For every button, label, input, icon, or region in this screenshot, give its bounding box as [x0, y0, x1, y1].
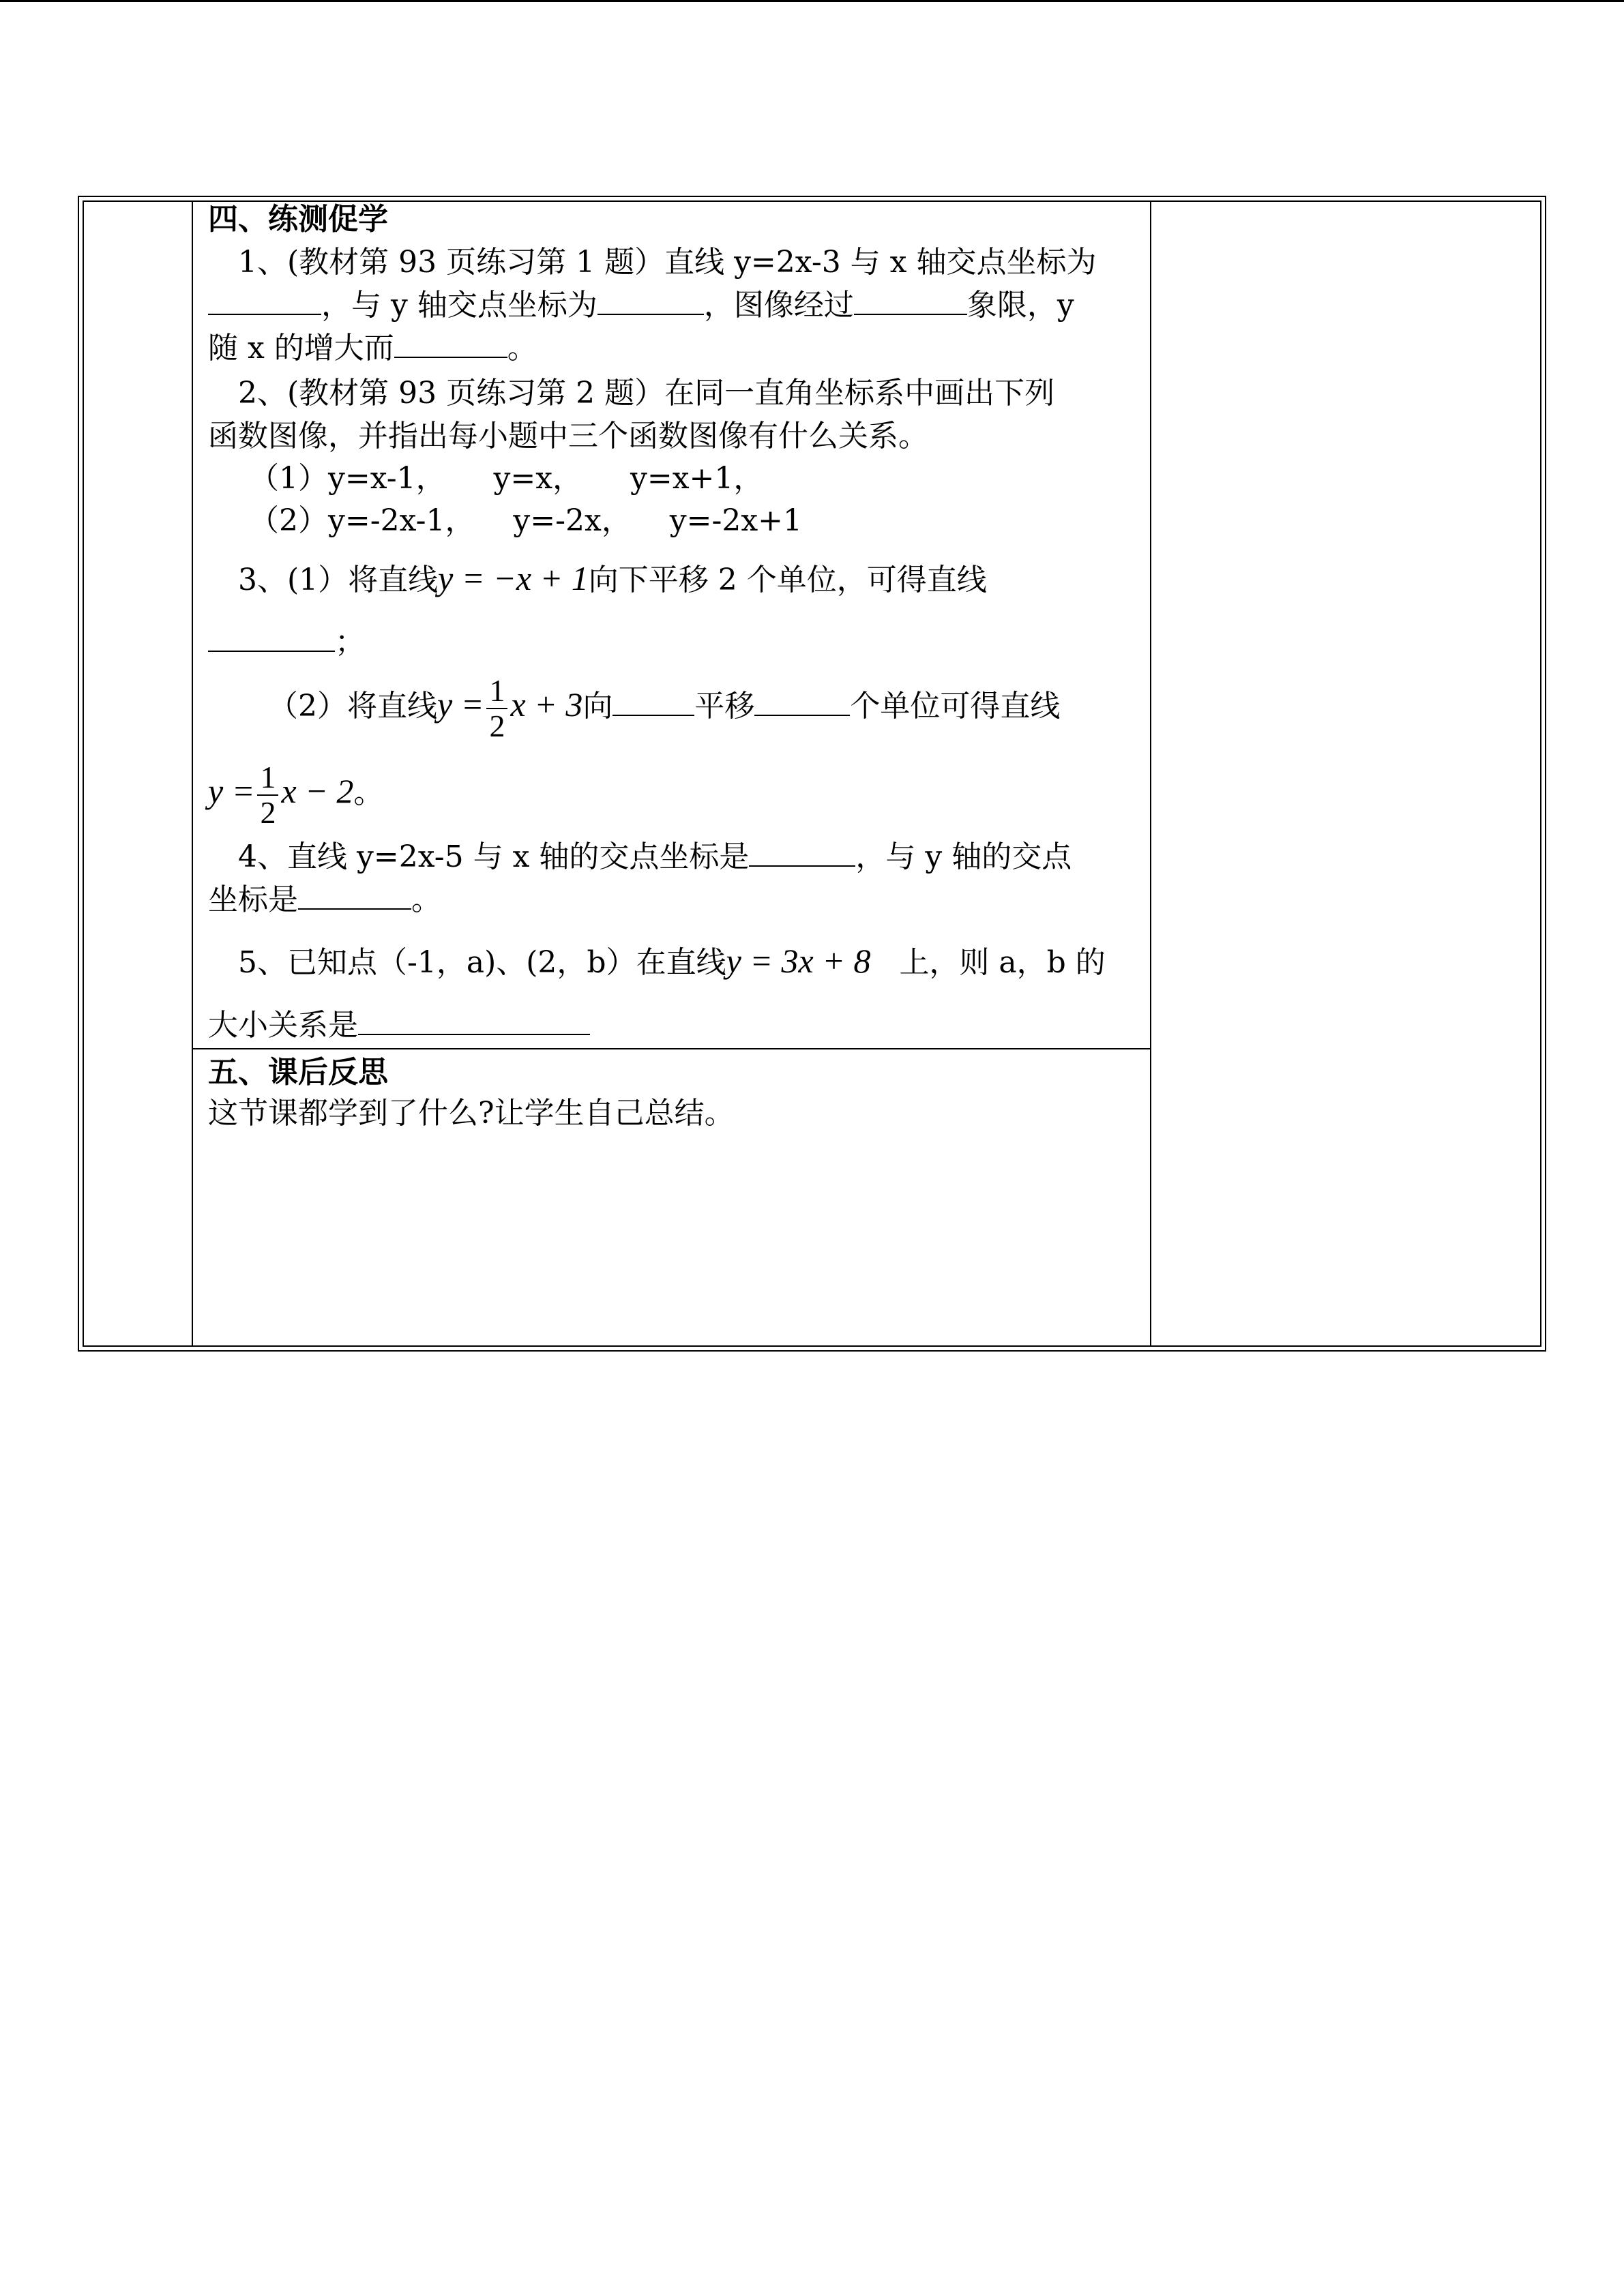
- blank: [754, 690, 850, 716]
- q2-line1: 2、(教材第 93 页练习第 2 题）在同一直角坐标系中画出下列: [238, 376, 1055, 411]
- q3-part2-target: y = $\frac{1}{2}$ x − 2。: [208, 759, 384, 830]
- q3-part1-answer: ；: [208, 621, 365, 664]
- blank: [208, 289, 321, 315]
- blank: [612, 690, 694, 716]
- section5-heading: 五、课后反思: [208, 1055, 388, 1090]
- q2-sub1: （1）y=x-1， y=x， y=x+1，: [249, 461, 764, 496]
- q2-line2: 函数图像，并指出每小题中三个函数图像有什么关系。: [208, 419, 928, 453]
- section-reflection: [208, 1051, 1142, 1337]
- section4-heading: 四、练测促学: [208, 202, 388, 237]
- blank: [749, 841, 855, 867]
- q5-line1: 5、已知点（-1，a)、(2，b）在直线y = 3x + 8 上，则 a，b 的: [238, 942, 1106, 980]
- q1-line1: 1、(教材第 93 页练习第 1 题）直线 y=2x-3 与 x 轴交点坐标为: [238, 245, 1097, 280]
- right-column-divider: [1150, 200, 1151, 1347]
- blank: [298, 884, 411, 910]
- left-column-divider: [192, 200, 193, 1347]
- blank: [854, 289, 967, 315]
- q1-line3: 随 x 的增大而 。: [208, 331, 537, 366]
- fraction: $\frac{1}{2}$: [257, 760, 278, 830]
- q3-part2: （2）将直线y = $\frac{1}{2}$ x + 3向 平移 个单位可得直线: [268, 672, 1061, 743]
- q5-line2: 大小关系是: [208, 1004, 590, 1047]
- section-practice: [208, 198, 1142, 1043]
- row-divider: [192, 1048, 1151, 1049]
- q4-line1: 4、直线 y=2x-5 与 x 轴的交点坐标是 ，与 y 轴的交点: [238, 839, 1072, 874]
- top-rule: [0, 0, 1624, 2]
- equation: y = −x + 1: [438, 559, 589, 597]
- blank: [208, 626, 335, 652]
- q4-line2: 坐标是 。: [208, 882, 441, 917]
- section5-body: 这节课都学到了什么?让学生自己总结。: [208, 1096, 735, 1131]
- q1-line2: ，与 y 轴交点坐标为 ，图像经过 象限，y: [208, 284, 1074, 327]
- blank: [394, 332, 507, 358]
- equation: y = 3x + 8: [726, 942, 871, 980]
- q2-sub2: （2）y=-2x-1， y=-2x， y=-2x+1: [249, 503, 803, 538]
- blank: [358, 1009, 590, 1035]
- blank: [597, 289, 704, 315]
- fraction: $\frac{1}{2}$: [486, 674, 507, 743]
- q3-part1: 3、(1）将直线y = −x + 1向下平移 2 个单位，可得直线: [238, 559, 987, 597]
